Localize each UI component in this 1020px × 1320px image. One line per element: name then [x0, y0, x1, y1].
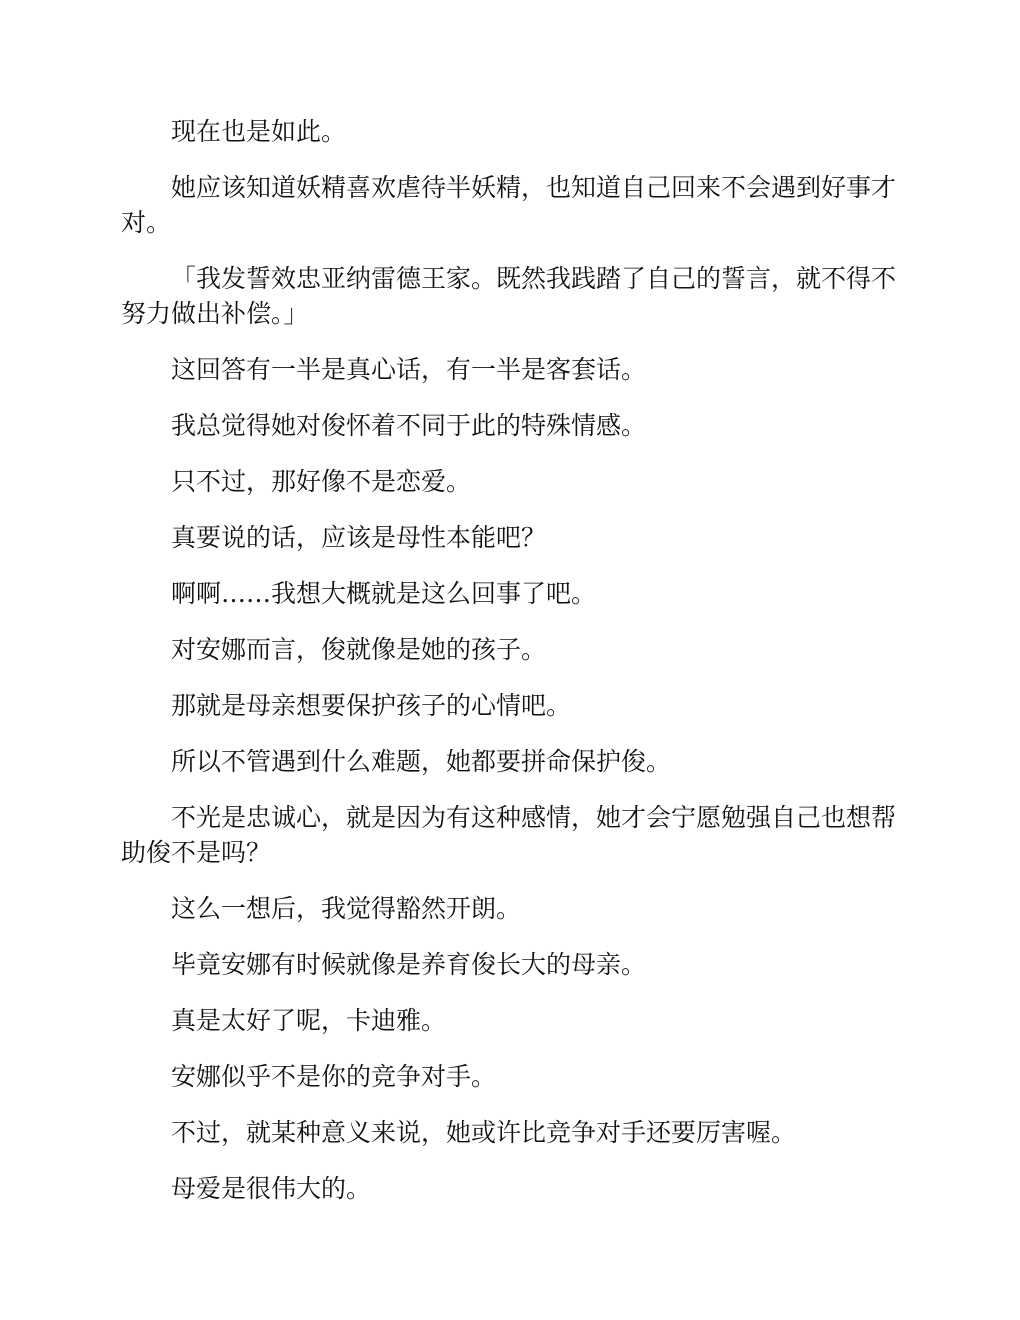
paragraph: 啊啊……我想大概就是这么回事了吧。 [171, 579, 597, 608]
paragraph: 真是太好了呢，卡迪雅。 [171, 1006, 447, 1035]
paragraph: 这么一想后，我觉得豁然开朗。 [171, 894, 522, 923]
paragraph: 母爱是很伟大的。 [171, 1174, 372, 1203]
paragraph: 不过，就某种意义来说，她或许比竞争对手还要厉害喔。 [171, 1118, 797, 1147]
paragraph: 那就是母亲想要保护孩子的心情吧。 [171, 691, 572, 720]
paragraph: 毕竟安娜有时候就像是养育俊长大的母亲。 [171, 950, 647, 979]
paragraph: 「我发誓效忠亚纳雷德王家。既然我践踏了自己的誓言，就不得不努力做出补偿。」 [121, 264, 897, 328]
paragraph: 只不过，那好像不是恋爱。 [171, 467, 472, 496]
paragraph: 她应该知道妖精喜欢虐待半妖精，也知道自己回来不会遇到好事才对。 [121, 173, 897, 237]
paragraph: 现在也是如此。 [171, 117, 347, 146]
paragraph: 这回答有一半是真心话，有一半是客套话。 [171, 355, 647, 384]
paragraph: 不光是忠诚心，就是因为有这种感情，她才会宁愿勉强自己也想帮助俊不是吗？ [121, 803, 897, 867]
paragraph: 真要说的话，应该是母性本能吧？ [171, 523, 547, 552]
paragraph: 对安娜而言，俊就像是她的孩子。 [171, 635, 547, 664]
paragraph: 安娜似乎不是你的竞争对手。 [171, 1062, 497, 1091]
paragraph: 所以不管遇到什么难题，她都要拼命保护俊。 [171, 747, 672, 776]
paragraph: 我总觉得她对俊怀着不同于此的特殊情感。 [171, 411, 647, 440]
text-body [121, 114, 898, 1227]
